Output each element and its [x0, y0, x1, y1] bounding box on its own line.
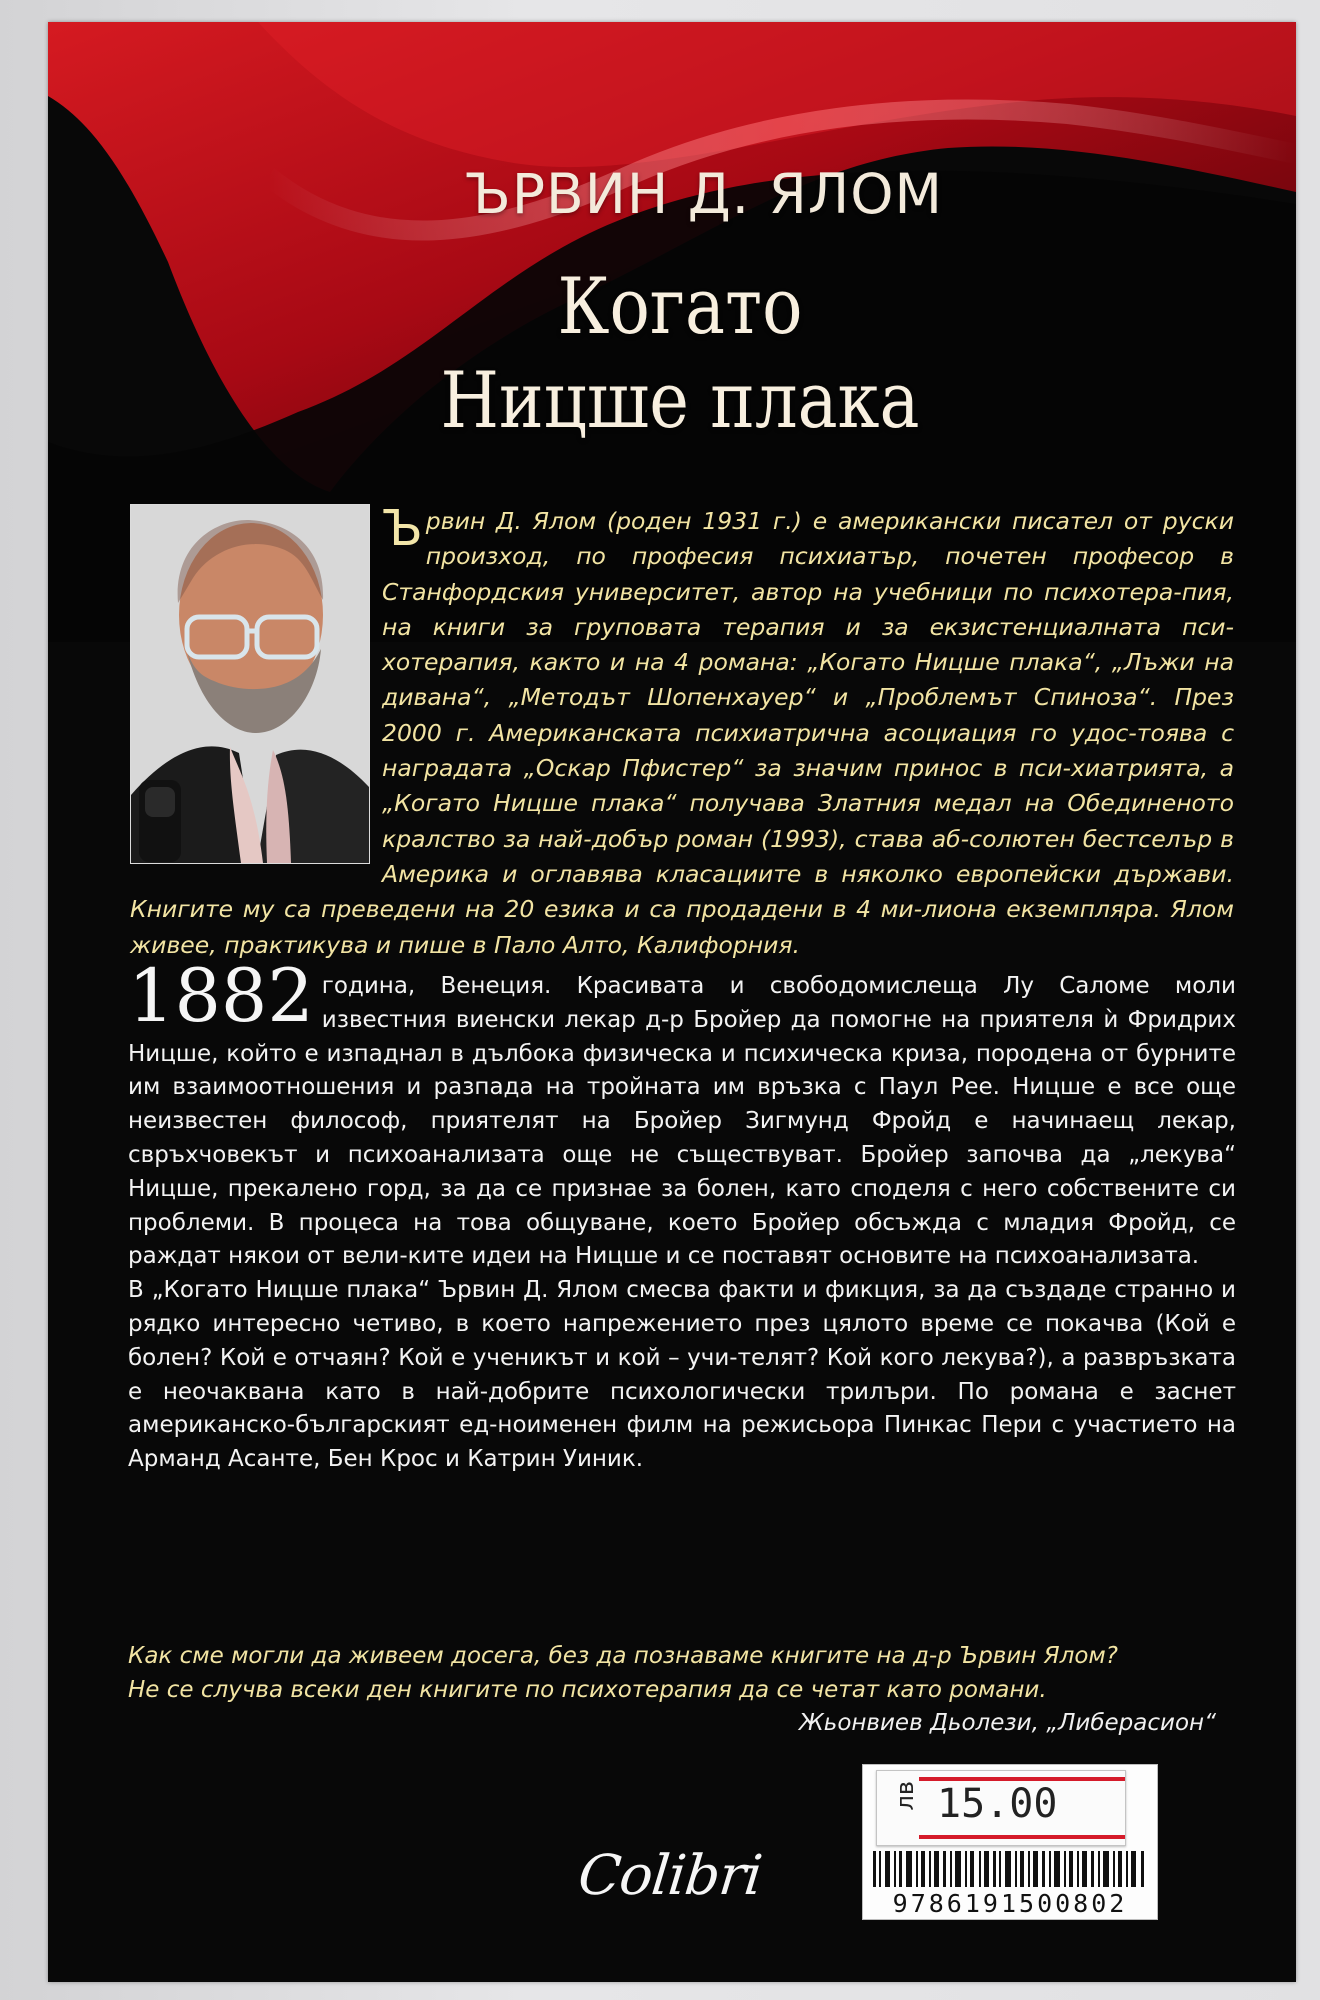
price-currency: лв: [891, 1781, 919, 1811]
barcode-icon: [871, 1851, 1149, 1887]
price-sticker-bottom-stripe: [919, 1835, 1125, 1839]
isbn-number: 9786191500802: [892, 1889, 1128, 1918]
synopsis-paragraph-2: В „Когато Ницше плака“ Ървин Д. Ялом смесва факти и фикция, за да създаде странно и рядко интересно четиво, в което напрежението през цялото време се покачва (Кой е болен? Кой е отчаян? Кой е ученикът и кой – учи-телят? Кой кого лекува?), а развръзката е неочаквана като в най-добрите психологически трилъри. По романа е заснет американско-българският ед-ноименен филм на режисьора Пинкас Пери с участието на Арманд Асанте, Бен Крос и Катрин Уиник.: [128, 1277, 1236, 1473]
book-synopsis: [128, 954, 1236, 1477]
book-title-line-2: Ницше плака: [440, 356, 920, 446]
synopsis-paragraph-1: година, Венеция. Красивата и свободомислеща Лу Саломе моли известния виенски лекар д-р Бройер да помогне на приятеля ѝ Фридрих Ницше, който е изпаднал в дълбока физическа и психическа криза, породена от бурните им взаимоотношения и разпада на тройната им връзка с Паул Рее. Ницше е все още неизвестен философ, приятелят на Бройер Зигмунд Фройд е начинаещ лекар, свръхчовекът и психоанализата още не съществуват. Бройер започва да „лекува“ Ницше, прекалено горд, за да се признае за болен, като споделя с него собствените си проблеми. В процеса на това общуване, което Бройер обсъжда с младия Фройд, се раждат някои от вели-ките идеи на Ницше и се поставят основите на психоанализата.: [128, 973, 1236, 1270]
book-back-cover: [48, 22, 1296, 1982]
review-quote-line-2: Не се случва всеки ден книгите по психотерапия да се четат като романи.: [128, 1677, 1047, 1703]
book-title: [439, 260, 921, 448]
author-biography: [130, 500, 1234, 963]
price-sticker: [876, 1770, 1126, 1846]
bio-drop-cap: Ъ: [382, 500, 423, 557]
review-quote: [128, 1639, 1236, 1707]
author-photo-text-wrap-space: [130, 504, 382, 864]
author-name: ЪРВИН Д. ЯЛОМ: [465, 162, 943, 226]
synopsis-year: 1882: [128, 954, 314, 1039]
review-quote-line-1: Как сме могли да живеем досега, без да познаваме книгите на д-р Ървин Ялом?: [128, 1643, 1118, 1669]
book-title-line-1: Когато: [557, 262, 803, 352]
bio-text: рвин Д. Ялом (роден 1931 г.) е американски писател от руски произход, по професия психиатър, почетен професор в Станфордския университет, автор на учебници по психотера-пия, на книги за груповата терапия и за екзистенциалната пси-хотерапия, както и на 4 романа: „Когато Ницше плака“, „Лъжи на дивана“, „Методът Шопенхауер“ и „Проблемът Спиноза“. През 2000 г. Американската психиатрична асоциация го удос-тоява с наградата „Оскар Пфистер“ за значим принос в пси-хиатрията, а „Когато Ницше плака“ получава Златния медал на Обединеното кралство за най-добър роман (1993), става аб-солютен бестселър в Америка и оглавява класациите в няколко европейски държави. Книгите му са преведени на 20 езика и са продадени в 4 ми-лиона екземпляра. Ялом живее, практикува и пише в Пало Алто, Калифорния.: [130, 507, 1234, 959]
price-value: 15.00: [937, 1781, 1058, 1827]
review-quote-attribution: Жьонвиев Дьолези, „Либерасион“: [798, 1710, 1216, 1736]
publisher-logo: Colibri: [575, 1843, 765, 1907]
